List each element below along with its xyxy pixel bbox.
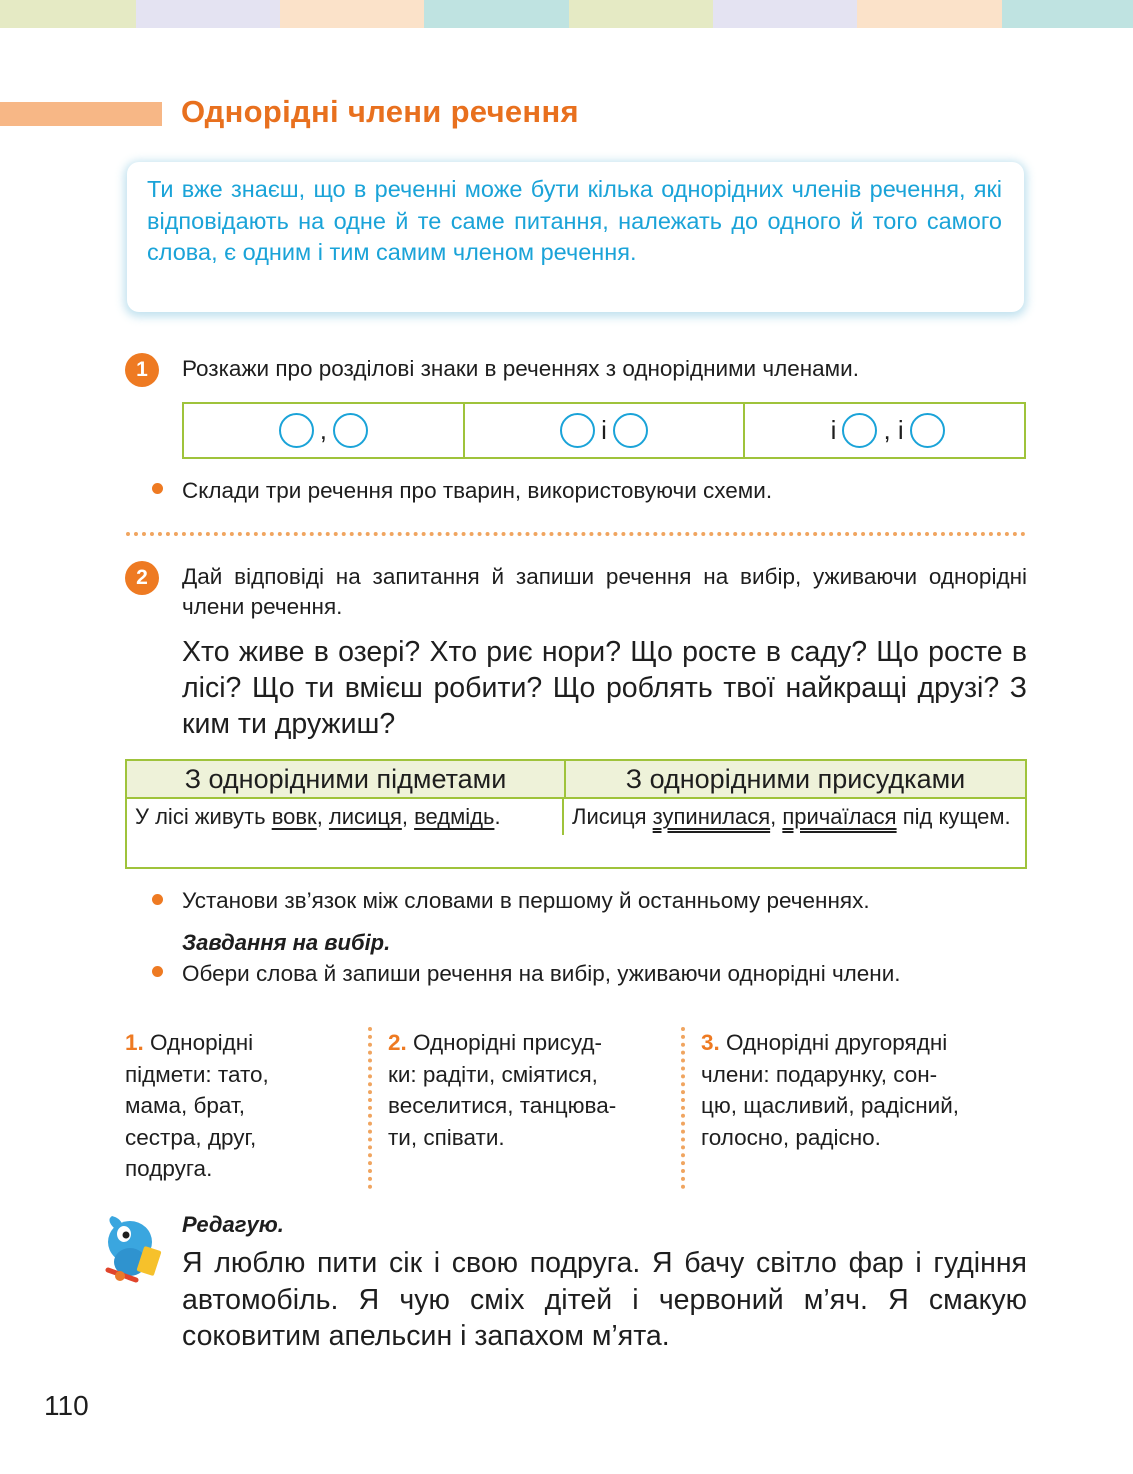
edit-text: Я люблю пити сік і свою подруга. Я бачу світло фар і гудіння автомобіль. Я чую сміх дітей і червоний м’яч. Я смакую соковитим апельсин і запахом м’ята.	[182, 1247, 1027, 1352]
option-3: 3. Однорідні другорядні члени: подарунку, сон- цю, щасливий, радісний, голосно, радісно.	[701, 1030, 960, 1150]
choice-options	[125, 1027, 1027, 1192]
table-header	[127, 761, 1025, 799]
bullet-icon	[152, 894, 163, 905]
circle-icon	[910, 413, 945, 448]
circle-icon	[560, 413, 595, 448]
info-box: Ти вже знаєш, що в реченні може бути кілька однорідних членів речення, які відповідають на одне й те саме питання, належать до одного й того самого слова, є одним і тим самим членом речення.	[127, 162, 1024, 312]
table-header-predicates: З однорідними присудками	[625, 764, 966, 794]
column-divider	[681, 1027, 685, 1189]
scheme-conjunction	[463, 404, 744, 457]
dotted-divider	[126, 532, 1026, 536]
option-2: 2. Однорідні присуд- ки: радіти, сміятися, веселитися, танцюва- ти, співати.	[388, 1030, 617, 1150]
table-row	[127, 799, 1025, 835]
task-number-badge: 2	[125, 561, 159, 595]
page-title: Однорідні члени речення	[181, 94, 579, 129]
choice-instruction: Обери слова й запиши речення на вибір, уживаючи однорідні члени.	[182, 961, 901, 986]
task-number-badge: 1	[125, 353, 159, 387]
subject-word: вовк	[271, 804, 317, 829]
title-accent-bar	[0, 102, 162, 126]
punctuation-schemes	[182, 402, 1026, 459]
scheme-comma	[184, 404, 463, 457]
edit-heading: Редагую.	[182, 1212, 284, 1237]
task2-instruction: Дай відповіді на запитання й запиши речення на вибір, уживаючи однорідні члени речення.	[182, 564, 1027, 619]
scheme-separator: ,	[319, 415, 327, 445]
circle-icon	[613, 413, 648, 448]
circle-icon	[842, 413, 877, 448]
circle-icon	[333, 413, 368, 448]
bullet-icon	[152, 966, 163, 977]
subject-word: лисиця	[328, 804, 402, 829]
scheme-separator: , і	[883, 415, 904, 445]
column-divider	[368, 1027, 372, 1189]
circle-icon	[279, 413, 314, 448]
scheme-separator: і	[601, 415, 607, 445]
scheme-repeated-conjunction	[743, 404, 1024, 457]
task2-bullet: Установи зв’язок між словами в першому й останньому реченнях.	[182, 888, 870, 913]
scheme-separator: і	[830, 415, 837, 445]
task1-instruction: Розкажи про розділові знаки в реченнях з однорідними членами.	[182, 356, 859, 381]
task2-questions: Хто живе в озері? Хто риє нори? Що росте в саду? Що росте в лісі? Що ти вмієш робити? Що роблять твої найкращі друзі? З ким ти дружиш?	[182, 636, 1027, 740]
task1-bullet: Склади три речення про тварин, використовуючи схеми.	[182, 478, 773, 503]
option-1: 1. Однорідні підмети: тато, мама, брат, сестра, друг, подруга.	[125, 1030, 269, 1181]
choice-heading: Завдання на вибір.	[182, 930, 391, 955]
subject-word: ведмідь	[414, 804, 495, 829]
table-header-subjects: З однорідними підметами	[127, 761, 566, 797]
top-color-strip	[0, 0, 1133, 28]
predicate-word: причаїлася	[782, 804, 897, 829]
example-predicates: Лисиця зупинилася, причаїлася під кущем.	[572, 804, 1011, 829]
page-number: 110	[44, 1390, 89, 1421]
example-table	[125, 759, 1027, 869]
mascot-editor-icon	[100, 1212, 168, 1284]
example-subjects: У лісі живуть вовк, лисиця, ведмідь.	[127, 799, 564, 835]
predicate-word: зупинилася	[652, 804, 771, 829]
bullet-icon	[152, 483, 163, 494]
